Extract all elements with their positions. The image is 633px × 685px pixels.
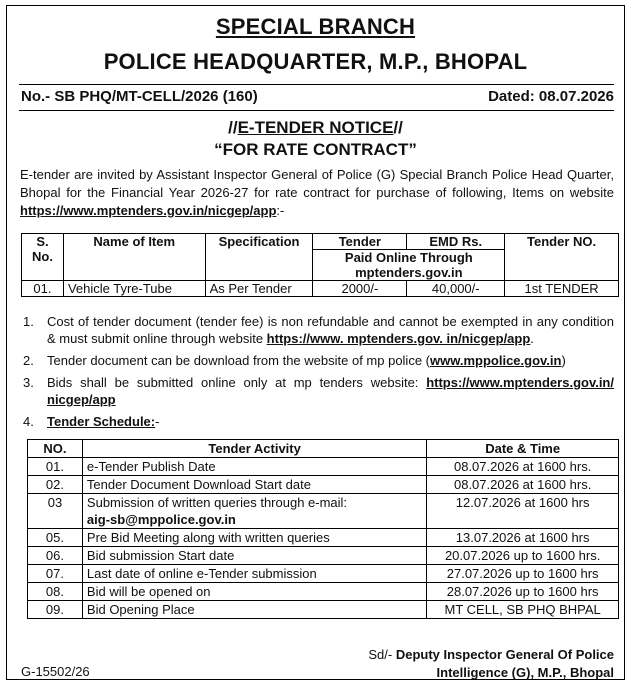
schedule-activity: Tender Document Download Start date [82,476,426,494]
table-row [28,476,619,494]
notice-title: //E-TENDER NOTICE// [228,118,403,137]
col-emd: EMD Rs. [407,234,505,250]
schedule-no: 06. [28,547,83,565]
note-link[interactable]: https://www. mptenders.gov. in/nicgep/app [266,331,531,346]
col-item-name: Name of Item [63,234,205,281]
schedule-activity: Pre Bid Meeting along with written queries [82,529,426,547]
schedule-no: 05. [28,529,83,547]
reference-rule [19,110,614,111]
col-specification: Specification [205,234,313,281]
note-link[interactable]: https://www.mptenders.gov.in/ nicgep/app [47,375,614,407]
schedule-activity: Bid Opening Place [82,601,426,619]
reference-number: No.- SB PHQ/MT-CELL/2026 (160) [21,88,258,105]
item-emd: 40,000/- [407,281,505,297]
tender-website-link[interactable]: https://www.mptenders.gov.in/nicgep/app [20,203,277,218]
footer-code: G-15502/26 [21,664,90,679]
schedule-date: 13.07.2026 at 1600 hrs [427,529,619,547]
col-sno: S. No. [22,234,64,281]
schedule-no: 03 [28,494,83,529]
schedule-no: 01. [28,458,83,476]
item-name: Vehicle Tyre-Tube [63,281,205,297]
item-tender-fee: 2000/- [313,281,407,297]
tender-notice-page [6,5,625,680]
schedule-activity: Last date of online e-Tender submission [82,565,426,583]
schedule-no: 07. [28,565,83,583]
table-row [28,547,619,565]
schedule-activity: Bid will be opened on [82,583,426,601]
table-row [28,529,619,547]
table-row [28,494,619,529]
schedule-date: 08.07.2026 at 1600 hrs. [427,476,619,494]
intro-paragraph: E-tender are invited by Assistant Inspector General of Police (G) Special Branch Police Head Quarter, Bhopal for the Financial Year 2026-27 for rate contract for purchase of following, Items on website https://www.mptenders.gov.in/nicgep/app:- [20,167,614,218]
table-row [28,583,619,601]
table-row [28,601,619,619]
schedule-date: MT CELL, SB PHQ BHPAL [427,601,619,619]
item-spec: As Per Tender [205,281,313,297]
col-tender: Tender [313,234,407,250]
schedule-date: 12.07.2026 at 1600 hrs [427,494,619,529]
note-item: 2. Tender document can be download from the website of mp police (www.mppolice.gov.in) [23,353,566,368]
table-row [28,565,619,583]
schedule-table [27,439,619,619]
note-item: 1. Cost of tender document (tender fee) is non refundable and cannot be exempted in any condition & must submit online through website https://www. mptenders.gov. in/nicgep/app. [23,314,614,346]
note-item: 4. Tender Schedule:- [23,414,160,429]
note-link[interactable]: www.mppolice.gov.in [430,353,562,368]
col-no: NO. [28,440,83,458]
schedule-no: 09. [28,601,83,619]
tender-schedule-heading: Tender Schedule: [47,414,156,429]
item-tender-no: 1st TENDER [505,281,619,297]
col-tender-no: Tender NO. [505,234,619,281]
notice-subtitle: “FOR RATE CONTRACT” [214,140,417,159]
schedule-date: 20.07.2026 up to 1600 hrs. [427,547,619,565]
schedule-date: 28.07.2026 up to 1600 hrs [427,583,619,601]
col-activity: Tender Activity [82,440,426,458]
paid-online-note: Paid Online Through mptenders.gov.in [313,250,505,281]
schedule-activity: e-Tender Publish Date [82,458,426,476]
schedule-activity: Bid submission Start date [82,547,426,565]
table-row [28,458,619,476]
schedule-no: 02. [28,476,83,494]
col-date-time: Date & Time [427,440,619,458]
schedule-date: 27.07.2026 up to 1600 hrs [427,565,619,583]
header-title: SPECIAL BRANCH [215,14,416,39]
schedule-date: 08.07.2026 at 1600 hrs. [427,458,619,476]
query-email-link[interactable]: aig-sb@mppolice.gov.in [86,512,236,527]
notice-date: Dated: 08.07.2026 [488,88,614,105]
signature-line1: Sd/- Deputy Inspector General Of Police [368,647,614,662]
notes-list [21,313,614,435]
header-rule [19,84,614,85]
table-row [22,281,619,297]
item-table [21,233,619,297]
schedule-activity: Submission of written queries through e-mail: aig-sb@mppolice.gov.in [82,494,426,529]
header-subtitle: POLICE HEADQUARTER, M.P., BHOPAL [103,49,528,74]
signature-line2: Intelligence (G), M.P., Bhopal [436,665,614,680]
note-item: 3. Bids shall be submitted online only at mp tenders website: https://www.mptenders.gov.in/ nicgep/app [23,375,614,407]
item-sno: 01. [22,281,64,297]
schedule-no: 08. [28,583,83,601]
